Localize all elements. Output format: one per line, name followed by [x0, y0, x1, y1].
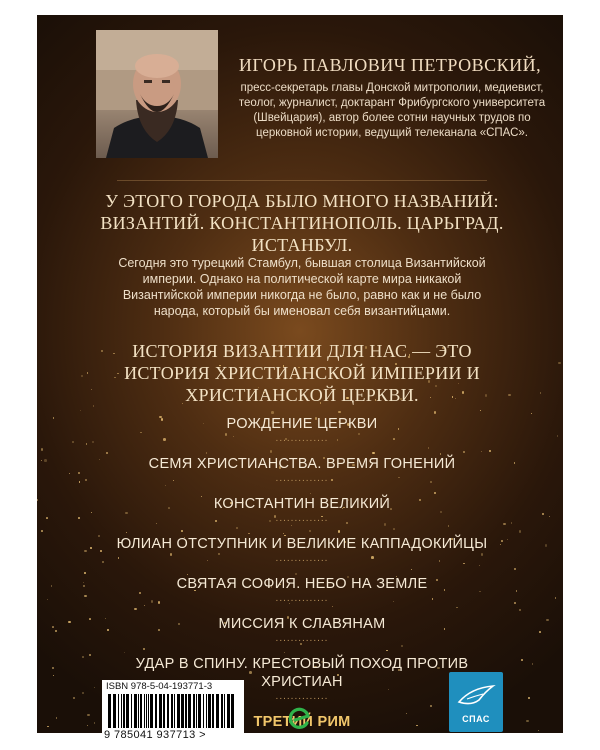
sparkle-dot [84, 572, 86, 574]
sparkle-dot [84, 550, 87, 553]
sparkle-dot [91, 512, 92, 513]
sparkle-dot [540, 392, 542, 394]
sparkle-dot [56, 717, 58, 719]
chapter-item [107, 535, 497, 563]
headline: У ЭТОГО ГОРОДА БЫЛО МНОГО НАЗВАНИЙ: ВИЗАНТИЙ. КОНСТАНТИНОПОЛЬ. ЦАРЬГРАД. ИСТАНБУЛ. [100, 191, 504, 255]
barcode-bar [108, 694, 111, 728]
sparkle-dot [94, 722, 95, 723]
sparkle-dot [79, 481, 81, 483]
sparkle-dot [47, 599, 48, 600]
section-divider [117, 180, 487, 181]
dotted-separator: .............. [275, 553, 329, 564]
chapter-item [107, 615, 497, 643]
sparkle-dot [271, 411, 274, 414]
dotted-separator: .............. [275, 433, 329, 444]
barcode-bar [131, 694, 132, 728]
isbn-barcode-box [102, 680, 244, 742]
barcode [108, 694, 238, 728]
isbn-number: ISBN 978-5-04-193771-3 [106, 681, 213, 692]
barcode-bar [174, 694, 175, 728]
sparkle-dot [514, 462, 516, 464]
sparkle-dot [508, 394, 510, 396]
sparkle-dot [532, 663, 533, 664]
chapter-item [107, 455, 497, 483]
sparkle-dot [41, 460, 42, 461]
barcode-bar [146, 694, 147, 728]
barcode-bar [188, 694, 191, 728]
sparkle-dot [41, 448, 44, 451]
barcode-bar [150, 694, 153, 728]
sparkle-dot [86, 443, 88, 445]
sparkle-dot [514, 568, 516, 570]
sparkle-dot [549, 516, 550, 517]
chapter-title: КОНСТАНТИН ВЕЛИКИЙ [213, 496, 391, 512]
isbn-digits: 9 785041 937713 > [104, 729, 206, 741]
chapter-item [107, 415, 497, 443]
sparkle-dot [84, 595, 87, 598]
sparkle-dot [78, 517, 80, 519]
dotted-separator: .............. [275, 593, 329, 604]
sparkle-dot [51, 585, 52, 586]
sparkle-dot [85, 479, 87, 481]
barcode-bar [224, 694, 225, 728]
barcode-bar [123, 694, 125, 728]
sparkle-dot [53, 417, 54, 418]
sparkle-dot [90, 547, 91, 548]
sparkle-dot [526, 720, 528, 722]
barcode-bar [134, 694, 137, 728]
author-bio: пресс-секретарь главы Донской митрополии, медиевист, теолог, журналист, доктарант Фрибургского университета (Швейцария), автор более сотни научных трудов по церковной истории, ведущий телеканала «СПАС». [238, 82, 546, 139]
sparkle-dot [93, 405, 95, 407]
sparkle-dot [511, 522, 513, 524]
barcode-bar [167, 694, 169, 728]
barcode-bar [216, 694, 219, 728]
sparkle-dot [100, 550, 102, 552]
barcode-bar [121, 694, 122, 728]
book-back-cover [37, 15, 563, 741]
sparkle-dot [82, 692, 84, 694]
sparkle-dot [83, 582, 85, 584]
barcode-bar [212, 694, 214, 728]
barcode-bar [206, 694, 207, 728]
dotted-separator: .............. [275, 691, 329, 702]
sparkle-dot [94, 687, 95, 688]
sparkle-dot [98, 535, 100, 537]
sparkle-dot [78, 472, 80, 474]
barcode-bar [144, 694, 145, 728]
sparkle-dot [92, 441, 94, 443]
sparkle-dot [47, 726, 49, 728]
author-name: ИГОРЬ ПАВЛОВИЧ ПЕТРОВСКИЙ, [238, 55, 542, 75]
sparkle-dot [68, 621, 70, 623]
sparkle-dot [80, 410, 81, 411]
sparkle-dot [44, 459, 47, 462]
barcode-bar [185, 694, 187, 728]
sparkle-dot [83, 585, 84, 586]
sparkle-dot [519, 530, 522, 533]
sparkle-dot [434, 411, 436, 413]
sparkle-dot [521, 659, 523, 661]
barcode-bar [159, 694, 162, 728]
author-portrait-image [96, 30, 218, 158]
dotted-separator: .............. [275, 473, 329, 484]
sparkle-dot [507, 539, 508, 540]
dove-icon [449, 672, 503, 712]
sparkle-dot [102, 561, 104, 563]
sparkle-dot [69, 473, 70, 474]
sparkle-dot [528, 697, 529, 698]
sparkle-dot [81, 375, 83, 377]
barcode-bar [138, 694, 139, 728]
barcode-bar [198, 694, 201, 728]
barcode-bar [171, 694, 173, 728]
sparkle-dot [545, 544, 547, 546]
sparkle-dot [480, 410, 481, 411]
chapter-item [107, 575, 497, 603]
barcode-bar [126, 694, 129, 728]
sparkle-dot [531, 413, 532, 414]
sparkle-dot [55, 630, 57, 632]
sparkle-dot [542, 513, 544, 515]
barcode-bar [148, 694, 149, 728]
sparkle-dot [538, 730, 540, 732]
barcode-bar [163, 694, 165, 728]
sparkle-dot [87, 725, 88, 726]
sparkle-dot [99, 459, 100, 460]
sparkle-dot [514, 602, 516, 604]
barcode-bar [181, 694, 184, 728]
sparkle-dot [500, 544, 501, 545]
sparkle-dot [539, 631, 541, 633]
sparkle-dot [37, 499, 38, 500]
lead-paragraph: Сегодня это турецкий Стамбул, бывшая столица Византийской империи. Однако на политической карте мира никакой Византийской империи никогда не было, равно как и не было народа, который бы именовал себя византийцами. [118, 256, 486, 318]
sparkle-dot [87, 714, 89, 716]
sparkle-dot [501, 540, 503, 542]
sparkle-dot [519, 609, 521, 611]
sparkle-dot [558, 362, 560, 364]
sparkle-dot [46, 517, 48, 519]
sparkle-dot [91, 389, 93, 391]
dotted-separator: .............. [275, 513, 329, 524]
sparkle-dot [72, 441, 74, 443]
barcode-bar [227, 694, 230, 728]
sparkle-dot [41, 530, 43, 532]
chapter-title: УДАР В СПИНУ. КРЕСТОВЫЙ ПОХОД ПРОТИВ ХРИСТИАН [135, 656, 469, 690]
author-photo [96, 30, 218, 158]
barcode-bar [193, 694, 195, 728]
barcode-bar [177, 694, 180, 728]
sparkle-dot [89, 654, 91, 656]
barcode-bar [208, 694, 211, 728]
eksmo-e-icon [287, 707, 311, 731]
sparkle-dot [87, 372, 88, 373]
barcode-bar [140, 694, 142, 728]
barcode-bar [221, 694, 223, 728]
sparkle-dot [82, 656, 84, 658]
barcode-bar [118, 694, 119, 728]
chapter-item [107, 495, 497, 523]
chapter-title: СЕМЯ ХРИСТИАНСТВА. ВРЕМЯ ГОНЕНИЙ [148, 456, 456, 472]
chapter-title-final: ТРЕТИЙ РИМ [253, 714, 351, 730]
sparkle-dot [52, 667, 54, 669]
sparkle-dot [73, 697, 75, 699]
chapter-title: СВЯТАЯ СОФИЯ. НЕБО НА ЗЕМЛЕ [176, 576, 428, 592]
chapter-title: ЮЛИАН ОТСТУПНИК И ВЕЛИКИЕ КАППАДОКИЙЦЫ [116, 536, 488, 552]
sparkle-dot [555, 597, 556, 598]
sparkle-dot [503, 523, 506, 526]
barcode-bar [203, 694, 204, 728]
sparkle-dot [53, 675, 54, 676]
pull-quote: ИСТОРИЯ ВИЗАНТИИ ДЛЯ НАС — ЭТО ИСТОРИЯ ХРИСТИАНСКОЙ ИМПЕРИИ И ХРИСТИАНСКОЙ ЦЕРКВИ. [124, 341, 480, 405]
barcode-bar [231, 694, 234, 728]
barcode-bar [155, 694, 157, 728]
barcode-bar [196, 694, 197, 728]
barcode-bar [113, 694, 116, 728]
chapter-title: РОЖДЕНИЕ ЦЕРКВИ [226, 416, 378, 432]
sparkle-dot [89, 618, 91, 620]
sparkle-dot [338, 411, 340, 413]
sparkle-dot [546, 619, 548, 621]
chapter-title: МИССИЯ К СЛАВЯНАМ [218, 616, 386, 632]
sparkle-dot [516, 590, 517, 591]
sparkle-dot [557, 435, 559, 437]
dotted-separator: .............. [275, 633, 329, 644]
spas-logo-text: СПАС [462, 714, 490, 724]
sparkle-dot [52, 626, 54, 628]
spas-logo [449, 672, 503, 732]
